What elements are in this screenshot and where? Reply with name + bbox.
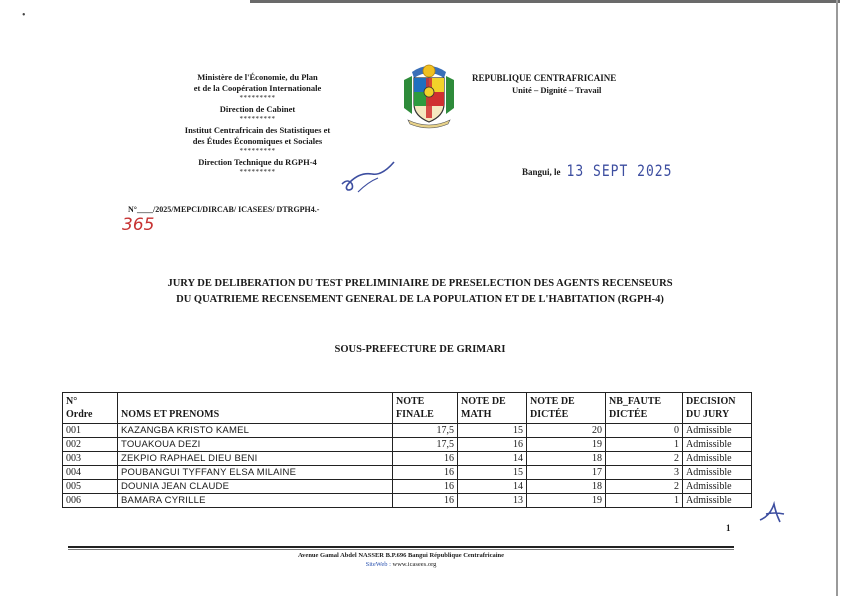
col-decision-line-1: DECISION bbox=[686, 396, 736, 407]
table-header-row bbox=[63, 393, 752, 424]
cell-nb-faute: 0 bbox=[606, 424, 683, 438]
ministry-line-2: et de la Coopération Internationale bbox=[193, 83, 322, 93]
footer-rule-thin bbox=[68, 549, 734, 550]
table-row bbox=[63, 466, 752, 480]
handwritten-reference: 365 bbox=[122, 215, 155, 235]
col-note-finale-line-1: NOTE bbox=[396, 396, 425, 407]
col-note-finale-line-2: FINALE bbox=[396, 409, 434, 420]
cell-decision: Admissible bbox=[683, 480, 752, 494]
cell-nb-faute: 2 bbox=[606, 452, 683, 466]
cell-decision: Admissible bbox=[683, 452, 752, 466]
cell-ordre: 005 bbox=[63, 480, 118, 494]
cell-nom: ZEKPIO RAPHAEL DIEU BENI bbox=[118, 452, 393, 466]
cell-note-math: 15 bbox=[458, 466, 527, 480]
table-row bbox=[63, 424, 752, 438]
cell-nb-faute: 3 bbox=[606, 466, 683, 480]
national-motto: Unité – Dignité – Travail bbox=[512, 85, 602, 95]
footer-website bbox=[68, 561, 734, 568]
cell-ordre: 004 bbox=[63, 466, 118, 480]
cell-decision: Admissible bbox=[683, 494, 752, 508]
direction-line: Direction Technique du RGPH-4 bbox=[198, 157, 317, 167]
document-subtitle: SOUS-PREFECTURE DE GRIMARI bbox=[334, 344, 506, 355]
title-line-2: DU QUATRIEME RECENSEMENT GENERAL DE LA POPULATION ET DE L'HABITATION (RGPH-4) bbox=[176, 294, 664, 305]
republic-name: REPUBLIQUE CENTRAFRICAINE bbox=[472, 73, 617, 83]
cell-note-dictee: 19 bbox=[527, 494, 606, 508]
ministry-line-1: Ministère de l'Économie, du Plan bbox=[197, 72, 318, 82]
cell-ordre: 006 bbox=[63, 494, 118, 508]
cell-note-dictee: 20 bbox=[527, 424, 606, 438]
col-nom: NOMS ET PRENOMS bbox=[118, 393, 393, 424]
col-nb-faute-line-2: DICTÉE bbox=[609, 409, 648, 420]
cell-note-math: 15 bbox=[458, 424, 527, 438]
institute-line-1: Institut Centrafricain des Statistiques et bbox=[184, 125, 331, 135]
footer-site-url[interactable]: www.icasees.org bbox=[392, 561, 437, 568]
cell-nom: KAZANGBA KRISTO KAMEL bbox=[118, 424, 393, 438]
separator: ********* bbox=[239, 168, 276, 176]
issuer-block bbox=[155, 72, 360, 178]
separator: ********* bbox=[239, 147, 276, 155]
scan-speck: • bbox=[22, 10, 26, 21]
footer-site-label: SiteWeb : bbox=[365, 561, 391, 568]
cell-note-finale: 16 bbox=[393, 480, 458, 494]
table-row bbox=[63, 452, 752, 466]
cell-note-finale: 17,5 bbox=[393, 424, 458, 438]
cell-decision: Admissible bbox=[683, 466, 752, 480]
institute-line-2: des Études Économiques et Sociales bbox=[192, 136, 323, 146]
cell-nb-faute: 1 bbox=[606, 494, 683, 508]
document-title bbox=[60, 276, 780, 308]
cell-nom: POUBANGUI TYFFANY ELSA MILAINE bbox=[118, 466, 393, 480]
cell-note-dictee: 18 bbox=[527, 480, 606, 494]
cell-ordre: 003 bbox=[63, 452, 118, 466]
page-number: 1 bbox=[726, 523, 731, 533]
col-note-dictee bbox=[527, 393, 606, 424]
col-note-finale bbox=[393, 393, 458, 424]
separator: ********* bbox=[239, 94, 276, 102]
cell-note-finale: 16 bbox=[393, 452, 458, 466]
cell-nom: BAMARA CYRILLE bbox=[118, 494, 393, 508]
cell-decision: Admissible bbox=[683, 424, 752, 438]
date-line bbox=[522, 164, 672, 179]
cell-decision: Admissible bbox=[683, 438, 752, 452]
table-row bbox=[63, 480, 752, 494]
col-note-dictee-line-1: NOTE DE bbox=[530, 396, 575, 407]
date-stamp: 13 SEPT 2025 bbox=[566, 162, 673, 181]
cell-note-math: 14 bbox=[458, 452, 527, 466]
handwritten-initial-icon bbox=[758, 500, 786, 526]
col-note-math-line-1: NOTE DE bbox=[461, 396, 506, 407]
footer-rule bbox=[68, 546, 734, 548]
col-note-math-line-2: MATH bbox=[461, 409, 492, 420]
cell-note-finale: 16 bbox=[393, 494, 458, 508]
signature-initials-icon bbox=[338, 158, 398, 198]
cell-ordre: 002 bbox=[63, 438, 118, 452]
col-ordre-line-1: N° bbox=[66, 396, 78, 407]
col-note-dictee-line-2: DICTÉE bbox=[530, 409, 569, 420]
col-nb-faute-line-1: NB_FAUTE bbox=[609, 396, 662, 407]
footer-address: Avenue Gamal Abdel NASSER B.P.696 Bangui République Centrafricaine bbox=[297, 552, 505, 559]
cell-nb-faute: 2 bbox=[606, 480, 683, 494]
cell-note-finale: 17,5 bbox=[393, 438, 458, 452]
title-line-1: JURY DE DELIBERATION DU TEST PRELIMINIAIRE DE PRESELECTION DES AGENTS RECENSEURS bbox=[167, 278, 673, 289]
cell-nb-faute: 1 bbox=[606, 438, 683, 452]
col-ordre bbox=[63, 393, 118, 424]
col-note-math bbox=[458, 393, 527, 424]
col-decision-line-2: DU JURY bbox=[686, 409, 730, 420]
separator: ********* bbox=[239, 115, 276, 123]
results-table bbox=[62, 392, 752, 508]
cell-nom: TOUAKOUA DEZI bbox=[118, 438, 393, 452]
cell-note-math: 16 bbox=[458, 438, 527, 452]
col-nb-faute bbox=[606, 393, 683, 424]
date-place: Bangui, le bbox=[522, 166, 561, 177]
cell-ordre: 001 bbox=[63, 424, 118, 438]
reference-number: N°____/2025/MEPCI/DIRCAB/ ICASEES/ DTRGPH4.- bbox=[128, 205, 320, 214]
cell-note-math: 14 bbox=[458, 480, 527, 494]
table-row bbox=[63, 438, 752, 452]
cell-note-math: 13 bbox=[458, 494, 527, 508]
col-decision bbox=[683, 393, 752, 424]
coat-of-arms-icon bbox=[398, 58, 460, 130]
table-row bbox=[63, 494, 752, 508]
col-ordre-line-2: Ordre bbox=[66, 409, 93, 420]
cabinet-line: Direction de Cabinet bbox=[219, 104, 296, 114]
scan-edge-top bbox=[250, 0, 840, 3]
cell-nom: DOUNIA JEAN CLAUDE bbox=[118, 480, 393, 494]
cell-note-finale: 16 bbox=[393, 466, 458, 480]
cell-note-dictee: 19 bbox=[527, 438, 606, 452]
cell-note-dictee: 17 bbox=[527, 466, 606, 480]
republic-block bbox=[472, 72, 672, 96]
scan-edge-right bbox=[836, 0, 838, 596]
cell-note-dictee: 18 bbox=[527, 452, 606, 466]
